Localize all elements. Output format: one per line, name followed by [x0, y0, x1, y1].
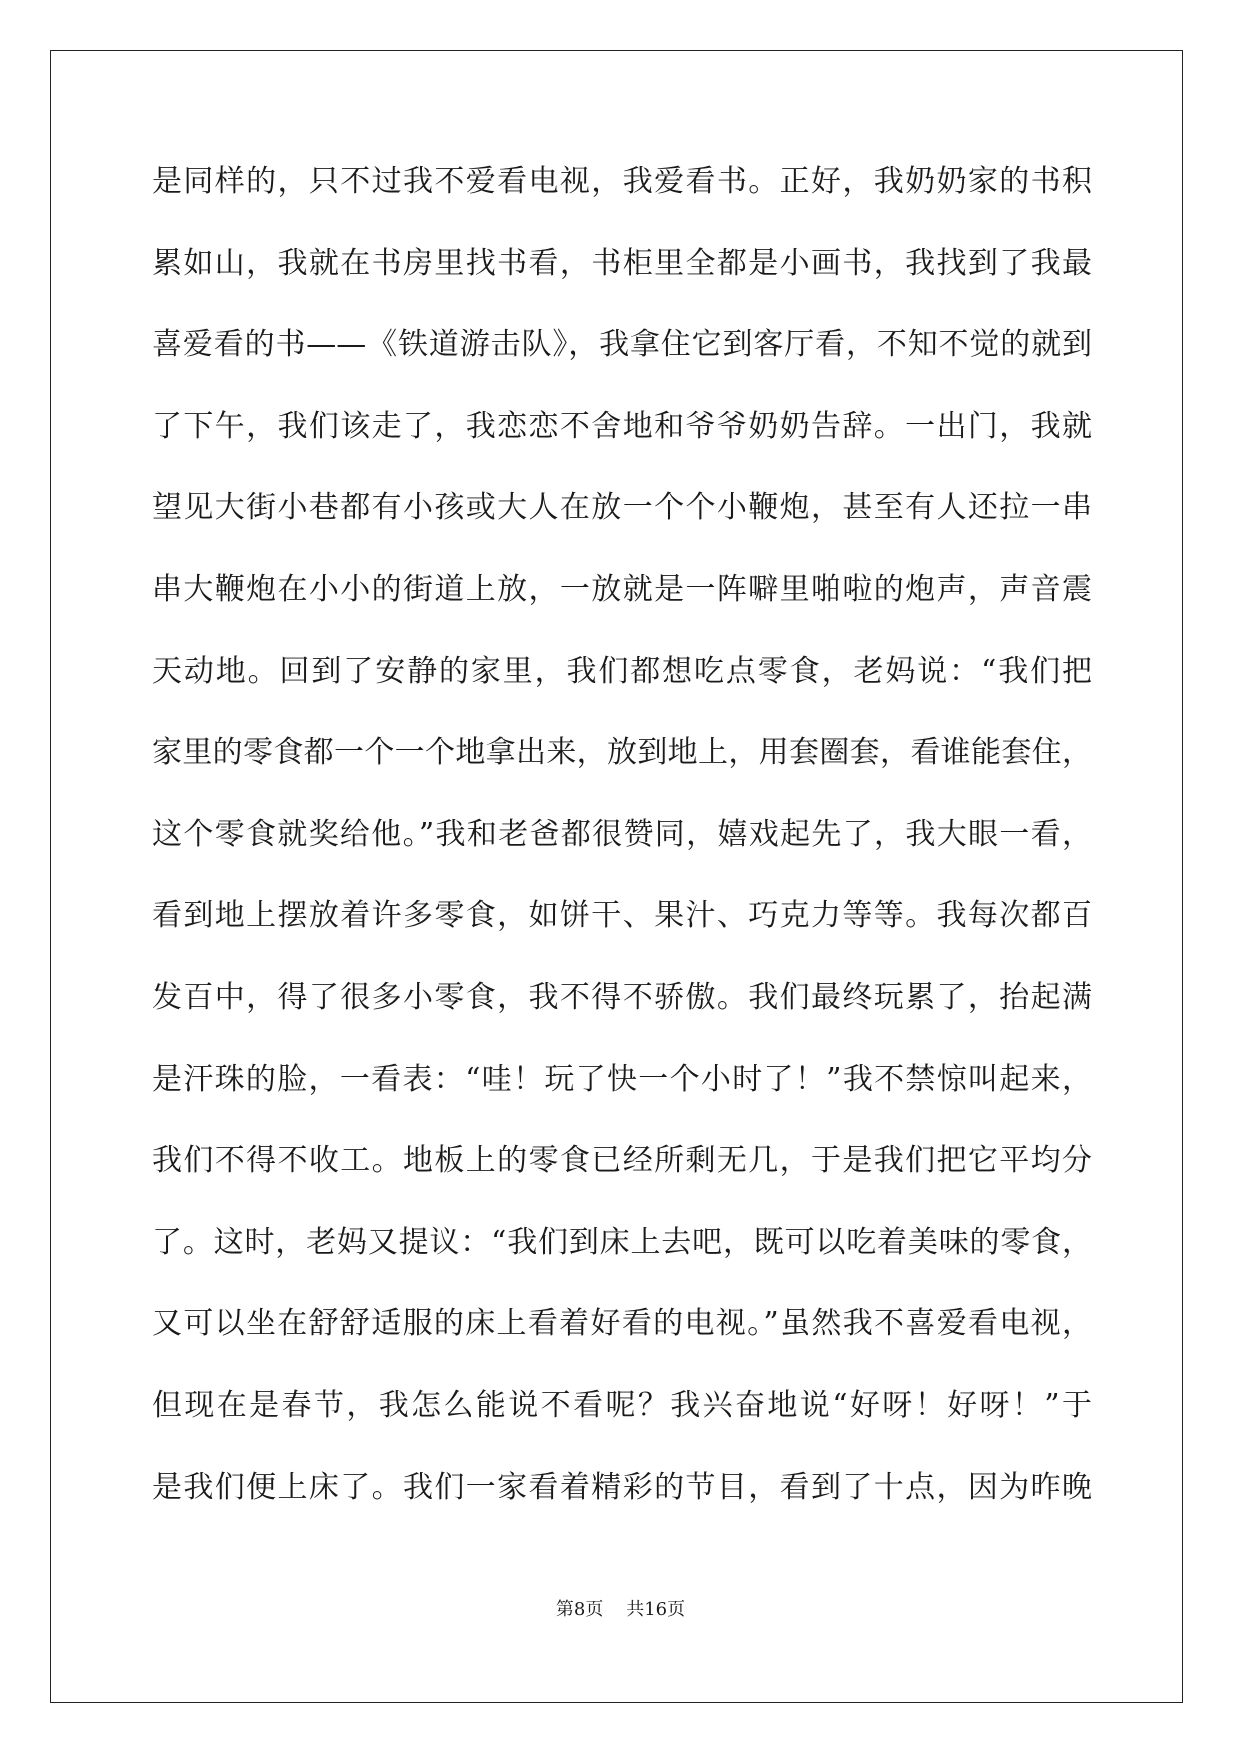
text-line: 累如山，我就在书房里找书看，书柜里全都是小画书，我找到了我最 [152, 245, 1092, 281]
text-line: 又可以坐在舒舒适服的床上看着好看的电视。”虽然我不喜爱看电视， [152, 1306, 1092, 1342]
text-line: 串大鞭炮在小小的街道上放，一放就是一阵噼里啪啦的炮声，声音震 [152, 571, 1092, 607]
text-line: 是汗珠的脸，一看表：“哇！玩了快一个小时了！”我不禁惊叫起来， [152, 1061, 1092, 1097]
text-line: 了。这时，老妈又提议：“我们到床上去吧，既可以吃着美味的零食， [152, 1224, 1092, 1260]
page-total: 共16页 [626, 1599, 686, 1620]
text-line: 我们不得不收工。地板上的零食已经所剩无几，于是我们把它平均分 [152, 1143, 1092, 1179]
text-line: 发百中，得了很多小零食，我不得不骄傲。我们最终玩累了，抬起满 [152, 979, 1092, 1015]
text-line: 是我们便上床了。我们一家看着精彩的节目，看到了十点，因为昨晚 [152, 1469, 1092, 1505]
text-line: 家里的零食都一个一个地拿出来，放到地上，用套圈套，看谁能套住， [152, 735, 1092, 771]
page-number: 第8页 [555, 1599, 604, 1620]
body-text [152, 152, 1092, 1539]
page-footer [0, 1598, 1241, 1622]
text-line: 但现在是春节，我怎么能说不看呢？我兴奋地说“好呀！好呀！”于 [152, 1387, 1092, 1423]
text-line: 喜爱看的书——《铁道游击队》，我拿住它到客厅看，不知不觉的就到 [152, 327, 1092, 363]
text-line: 望见大街小巷都有小孩或大人在放一个个小鞭炮，甚至有人还拉一串 [152, 490, 1092, 526]
text-line: 看到地上摆放着许多零食，如饼干、果汁、巧克力等等。我每次都百 [152, 898, 1092, 934]
text-line: 天动地。回到了安静的家里，我们都想吃点零食，老妈说：“我们把 [152, 653, 1092, 689]
text-line: 这个零食就奖给他。”我和老爸都很赞同，嬉戏起先了，我大眼一看， [152, 816, 1092, 852]
text-line: 了下午，我们该走了，我恋恋不舍地和爷爷奶奶告辞。一出门，我就 [152, 408, 1092, 444]
text-line: 是同样的，只不过我不爱看电视，我爱看书。正好，我奶奶家的书积 [152, 164, 1092, 199]
